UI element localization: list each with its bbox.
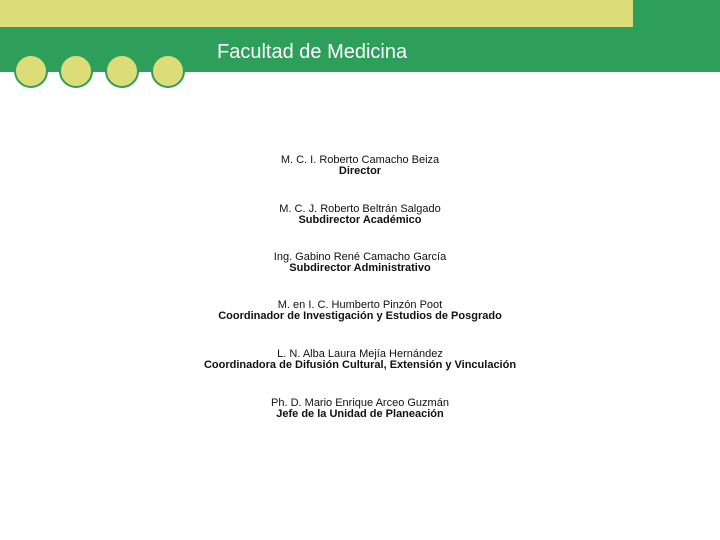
top-right-accent-block — [633, 0, 720, 27]
staff-name: M. C. J. Roberto Beltrán Salgado — [279, 203, 441, 215]
staff-name: M. en I. C. Humberto Pinzón Poot — [277, 299, 443, 311]
staff-role: Coordinadora de Difusión Cultural, Extensión y Vinculación — [203, 359, 517, 371]
decorative-circle-4 — [151, 54, 185, 88]
decorative-circle-2 — [59, 54, 93, 88]
staff-role: Coordinador de Investigación y Estudios de Posgrado — [218, 310, 502, 322]
staff-entry — [0, 252, 720, 274]
staff-name: L. N. Alba Laura Mejía Hernández — [277, 348, 443, 360]
staff-role: Director — [338, 165, 382, 177]
staff-name: M. C. I. Roberto Camacho Beiza — [280, 154, 440, 166]
staff-role: Subdirector Administrativo — [289, 262, 431, 274]
page-title: Facultad de Medicina — [217, 41, 408, 63]
staff-entry — [0, 155, 720, 177]
staff-role: Jefe de la Unidad de Planeación — [276, 408, 444, 420]
staff-name: Ph. D. Mario Enrique Arceo Guzmán — [271, 397, 449, 409]
staff-role: Subdirector Académico — [298, 214, 422, 226]
top-accent-band — [0, 0, 633, 27]
staff-entry — [0, 300, 720, 322]
decorative-circle-1 — [14, 54, 48, 88]
staff-entry — [0, 349, 720, 371]
staff-entry — [0, 398, 720, 420]
staff-name: Ing. Gabino René Camacho García — [273, 251, 447, 263]
decorative-circle-3 — [105, 54, 139, 88]
staff-entry — [0, 204, 720, 226]
